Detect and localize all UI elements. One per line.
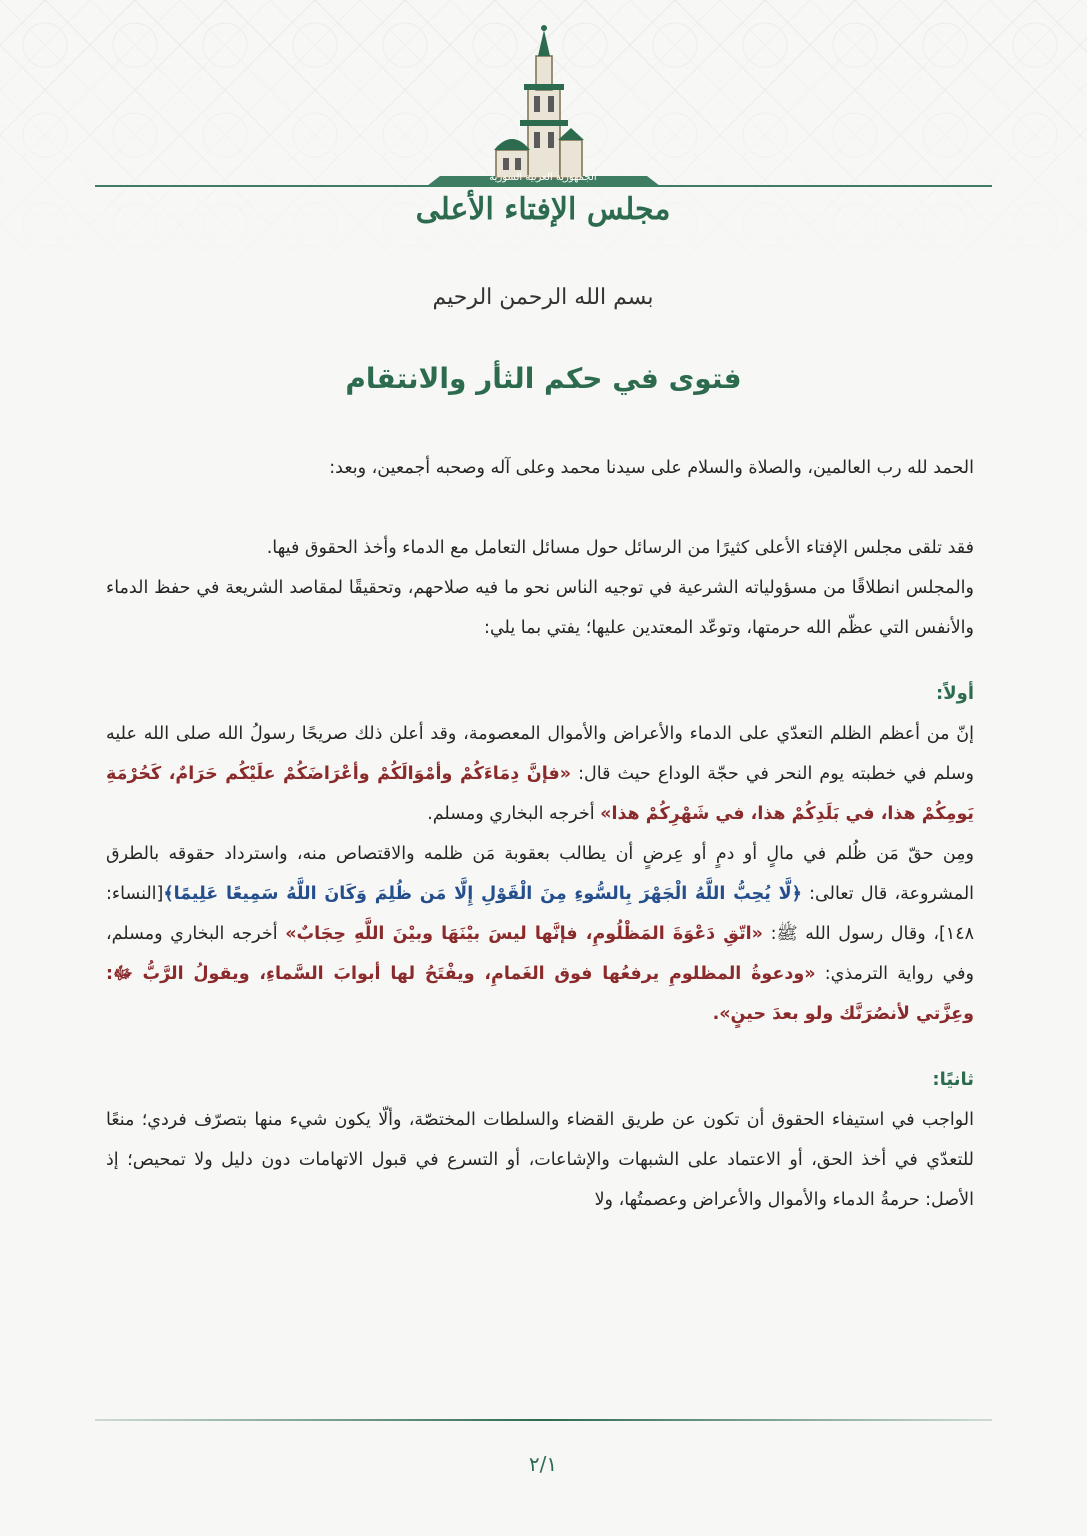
header xyxy=(0,0,1087,310)
republic-name: الجمهورية العربية السورية xyxy=(489,172,597,183)
document-body xyxy=(106,448,974,1220)
first-p2-text: ومِن حقّ مَن ظُلم في مالٍ أو دمٍ أو عِرضٍ أن يطالب بعقوبة مَن ظلمه والاقتصاص منه، واسترداد حقوقه بالطرق المشروعة، قال تعالى: xyxy=(106,844,975,904)
minaret-logo xyxy=(0,0,1087,300)
basmala: بسم الله الرحمن الرحيم xyxy=(432,285,654,310)
second-paragraph-1: الواجب في استيفاء الحقوق أن تكون عن طريق القضاء والسلطات المختصّة، وألّا يكون شيء منها بتصرّف فردي؛ منعًا للتعدّي في أخذ الحق، أو الاعتماد على الشبهات والإشاعات، أو التسرع في قبول الاتهامات دون دليل ولا تمحيص؛ إذ الأصل: حرمةُ الدماء والأموال والأعراض وعصمتُها، ولا xyxy=(106,1110,974,1210)
hadith-quote: «ودعوةُ المظلومِ يرفعُها فوق الغَمامِ، ويفْتَحُ لها أبوابَ السَّماءِ، ويقولُ الرَّبُّ ﷻ: وعِزَّتي لأنصُرَنَّك ولو بعدَ حينٍ». xyxy=(106,964,974,1024)
quran-verse: ﴿لَّا يُحِبُّ اللَّهُ الْجَهْرَ بِالسُّوءِ مِنَ الْقَوْلِ إِلَّا مَن ظُلِمَ وَكَانَ اللَّهُ سَمِيعًا عَلِيمًا﴾ xyxy=(163,884,802,904)
council-name-calligraphy: مجلس الإفتاء الأعلى xyxy=(415,192,671,227)
section-heading-second: ثانيًا: xyxy=(932,1069,974,1090)
opening-paragraph: الحمد لله رب العالمين، والصلاة والسلام على سيدنا محمد وعلى آله وصحبه أجمعين، وبعد: xyxy=(329,458,974,478)
intro-paragraph-1: فقد تلقى مجلس الإفتاء الأعلى كثيرًا من الرسائل حول مسائل التعامل مع الدماء وأخذ الحقوق فيها. xyxy=(266,538,974,558)
first-paragraph-1 xyxy=(106,714,974,834)
footer-divider xyxy=(95,1418,992,1422)
hadith-quote: «فإنَّ دِمَاءَكُمْ وأمْوَالَكُمْ وأعْرَاضَكُمْ علَيْكُم حَرَامٌ، كَحُرْمَةِ يَومِكُمْ هذا، في بَلَدِكُمْ هذا، في شَهْرِكُمْ هذا» xyxy=(106,764,974,824)
page-number: ٢/١ xyxy=(528,1452,558,1476)
first-paragraph-2 xyxy=(106,834,974,1034)
intro-paragraph-2: والمجلس انطلاقًا من مسؤولياته الشرعية في توجيه الناس نحو ما فيه صلاحهم، وتحقيقًا لمقاصد الشريعة في حفظ الدماء والأنفس التي عظّم الله حرمتها، وتوعّد المعتدين عليها؛ يفتي بما يلي: xyxy=(106,578,974,638)
verse-reference: [النساء: ١٤٨]، وقال رسول الله ﷺ: xyxy=(106,884,974,944)
fatwa-title: فتوى في حكم الثأر والانتقام xyxy=(345,362,742,395)
hadith-source: أخرجه البخاري ومسلم، وفي رواية الترمذي: xyxy=(106,924,974,984)
first-p1-text: إنّ من أعظم الظلم التعدّي على الدماء والأعراض والأموال المعصومة، وقد أعلن ذلك صريحًا رسولُ الله صلى الله عليه وسلم في خطبته يوم النحر في حجّة الوداع حيث قال: xyxy=(106,724,974,784)
hadith-source: أخرجه البخاري ومسلم. xyxy=(427,804,601,824)
section-heading-first: أولاً: xyxy=(936,683,974,704)
hadith-quote: «اتّقِ دَعْوَةَ المَظْلُومِ، فإنَّها ليسَ بيْنَهَا وبيْنَ اللَّهِ حِجَابٌ» xyxy=(285,924,763,944)
